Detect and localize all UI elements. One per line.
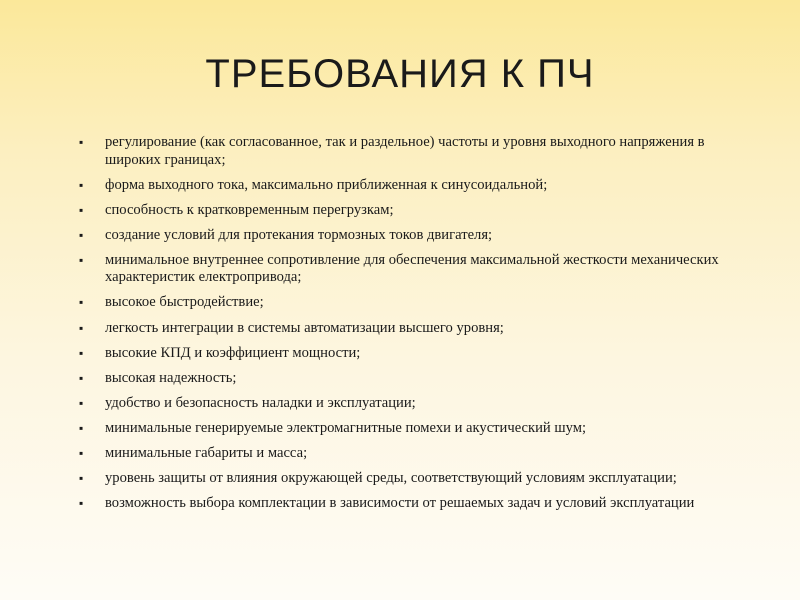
- list-item-text: возможность выбора комплектации в зависимости от решаемых задач и условий эксплуатации: [105, 495, 695, 512]
- list-item: [76, 177, 756, 195]
- list-item: [76, 445, 756, 463]
- list-item-text: высокие КПД и коэффициент мощности;: [105, 344, 361, 361]
- slide-title: ТРЕБОВАНИЯ К ПЧ: [205, 52, 595, 96]
- list-item-text: удобство и безопасность наладки и эксплуатации;: [105, 394, 416, 411]
- list-item: [76, 294, 756, 312]
- list-item: [76, 495, 756, 513]
- list-item-text: способность к кратковременным перегрузкам;: [105, 201, 394, 218]
- bullet-icon: ▪: [79, 202, 84, 217]
- bullet-icon: ▪: [79, 496, 84, 511]
- list-item: [76, 370, 756, 388]
- bullet-icon: ▪: [79, 295, 84, 310]
- list-item: [76, 395, 756, 413]
- list-item: [76, 252, 756, 287]
- list-item-text: минимальное внутреннее сопротивление для обеспечения максимальной жесткости механических характеристик електропривода;: [105, 251, 719, 286]
- list-item: [76, 202, 756, 220]
- list-item-text: высокое быстродействие;: [105, 294, 264, 311]
- list-item: [76, 420, 756, 438]
- list-item-text: уровень защиты от влияния окружающей среды, соответствующий условиям эксплуатации;: [105, 470, 677, 487]
- bullet-icon: ▪: [79, 252, 84, 267]
- bullet-icon: ▪: [79, 135, 84, 149]
- bullet-icon: ▪: [79, 227, 84, 242]
- bullet-icon: ▪: [79, 395, 84, 410]
- bullet-icon: ▪: [79, 370, 84, 385]
- list-item-text: легкость интеграции в системы автоматизации высшего уровня;: [105, 319, 504, 336]
- list-item-text: форма выходного тока, максимально приближенная к синусоидальной;: [105, 176, 548, 193]
- requirements-list: [76, 134, 756, 520]
- list-item: [76, 134, 756, 169]
- list-item: [76, 345, 756, 363]
- bullet-icon: ▪: [79, 446, 84, 461]
- bullet-icon: ▪: [79, 320, 84, 335]
- list-item: [76, 227, 756, 245]
- list-item: [76, 470, 756, 488]
- list-item-text: регулирование (как согласованное, так и раздельное) частоты и уровня выходного напряжения в широких границах;: [105, 134, 705, 168]
- list-item-text: создание условий для протекания тормозных токов двигателя;: [105, 226, 493, 243]
- bullet-icon: ▪: [79, 345, 84, 360]
- bullet-icon: ▪: [79, 177, 84, 192]
- list-item-text: высокая надежность;: [105, 369, 237, 386]
- bullet-icon: ▪: [79, 471, 84, 486]
- list-item: [76, 320, 756, 338]
- list-item-text: минимальные генерируемые электромагнитные помехи и акустический шум;: [105, 419, 587, 436]
- list-item-text: минимальные габариты и масса;: [105, 445, 308, 462]
- bullet-icon: ▪: [79, 420, 84, 435]
